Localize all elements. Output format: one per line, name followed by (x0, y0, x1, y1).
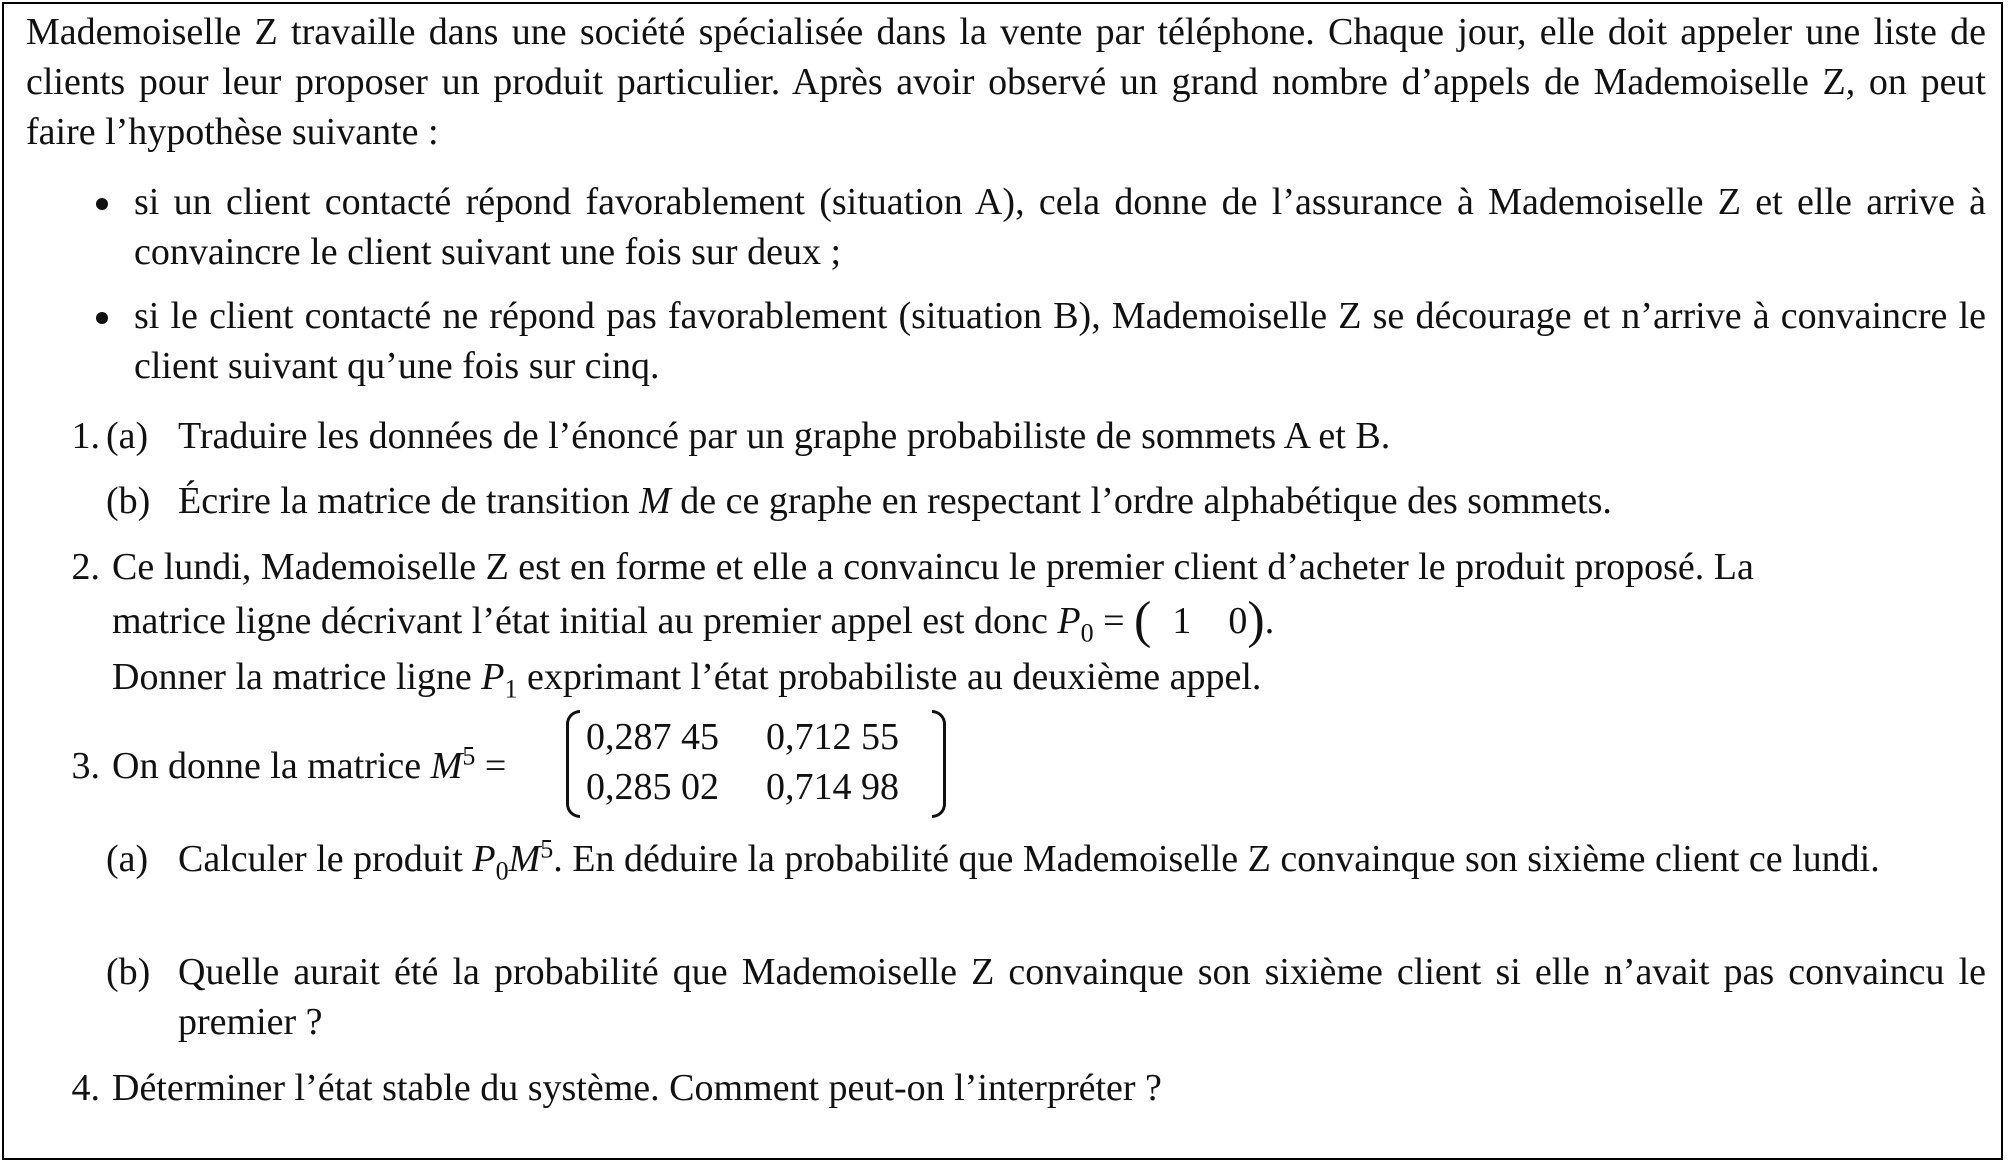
question-3a-text: Calculer le produit $P_0M^5$. En déduire la probabilité que Mademoiselle Z convainque son sixième client ce lundi. (178, 834, 1880, 886)
question-2-line-3: Donner la matrice ligne $P_1$ exprimant l’état probabiliste au deuxième appel. (112, 656, 1262, 704)
question-2-line-1: Ce lundi, Mademoiselle Z est en forme et elle a convaincu le premier client d’acheter le produit proposé. La (112, 546, 1754, 588)
exercise-frame (2, 2, 2003, 1160)
question-3-text: On donne la matrice $M^5$ = (112, 741, 507, 787)
question-number: 2. (71, 546, 100, 588)
question-number: 1. (71, 415, 100, 457)
matrix-m5 (566, 710, 946, 818)
question-1a-text: Traduire les données de l’énoncé par un graphe probabiliste de sommets A et B. (178, 415, 1391, 457)
question-number: 3. (71, 745, 100, 787)
bullet-text: si le client contacté ne répond pas favorablement (situation B), Mademoiselle Z se décourage et n’arrive à convaincre le client suivant qu’une fois sur cinq. (134, 295, 1986, 387)
right-parenthesis (932, 710, 946, 818)
matrix-cell: 0,285 02 (586, 766, 719, 808)
matrix-cell: 0,714 98 (766, 766, 899, 808)
question-3b-text: Quelle aurait été la probabilité que Mademoiselle Z convainque son sixième client si elle n’avait pas convaincu le premier ? (178, 951, 1986, 1043)
subquestion-label: (b) (106, 480, 151, 522)
bullet-situation-a (134, 177, 1986, 277)
bullet-dot-icon (96, 312, 108, 324)
question-1b-text: Écrire la matrice de transition M de ce graphe en respectant l’ordre alphabétique des sommets. (178, 480, 1612, 522)
subquestion-label: (a) (106, 838, 149, 880)
subquestion-label: (b) (106, 951, 151, 993)
subquestion-label: (a) (106, 415, 149, 457)
question-2-line-2: matrice ligne décrivant l’état initial au premier appel est donc $P_0$ = ( 1 0). (112, 592, 1275, 649)
question-number: 4. (71, 1067, 100, 1109)
row-matrix-value: 1 (1172, 600, 1192, 642)
question-4-text: Déterminer l’état stable du système. Comment peut-on l’interpréter ? (112, 1067, 1162, 1109)
left-parenthesis (566, 710, 580, 818)
bullet-text: si un client contacté répond favorablement (situation A), cela donne de l’assurance à Mademoiselle Z et elle arrive à convaincre le client suivant une fois sur deux ; (134, 181, 1986, 273)
bullet-dot-icon (96, 198, 108, 210)
matrix-cell: 0,712 55 (766, 716, 899, 758)
intro-paragraph: Mademoiselle Z travaille dans une société spécialisée dans la vente par téléphone. Chaque jour, elle doit appeler une liste de clients pour leur proposer un produit particulier. Après avoir observé un grand nombre d’appels de Mademoiselle Z, on peut faire l’hypothèse suivante : (26, 11, 1986, 153)
matrix-cell: 0,287 45 (586, 716, 719, 758)
bullet-situation-b (134, 291, 1986, 391)
row-matrix-value: 0 (1228, 600, 1248, 642)
